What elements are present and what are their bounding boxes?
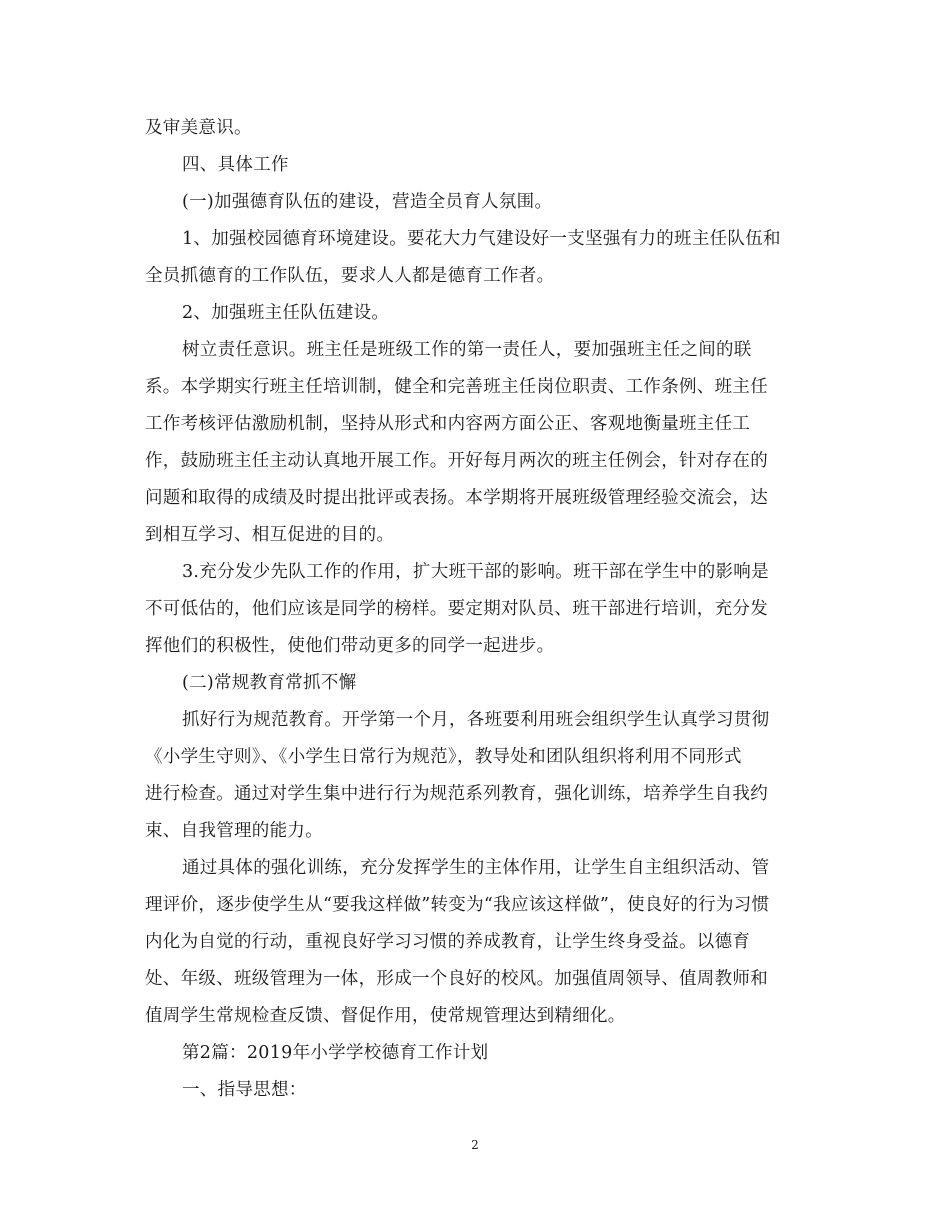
text-line: 束、自我管理的能力。 [145, 821, 323, 841]
text-line: 理评价，逐步使学生从“要我这样做”转变为“我应该这样做”，使良好的行为习惯 [145, 895, 770, 915]
text-line: 内化为自觉的行动，重视良好学习习惯的养成教育，让学生终身受益。以德育 [145, 932, 751, 952]
text-line: 2、加强班主任队伍建设。 [182, 303, 390, 323]
text-line: 《小学生守则》、《小学生日常行为规范》，教导处和团队组织将利用不同形式 [145, 747, 742, 767]
page-number: 2 [471, 1138, 479, 1152]
text-line: 处、年级、班级管理为一体，形成一个良好的校风。加强值周领导、值周教师和 [145, 969, 768, 989]
document-body [145, 110, 805, 1109]
text-line: 问题和取得的成绩及时提出批评或表扬。本学期将开展班级管理经验交流会，达 [145, 488, 768, 508]
text-line: (一)加强德育队伍的建设，营造全员育人氛围。 [182, 192, 553, 212]
text-line: (二)常规教育常抓不懈 [182, 673, 357, 693]
text-line: 抓好行为规范教育。开学第一个月，各班要利用班会组织学生认真学习贯彻 [182, 710, 770, 730]
text-line: 四、具体工作 [182, 155, 289, 175]
text-line: 及审美意识。 [145, 118, 252, 138]
text-line: 3.充分发少先队工作的作用，扩大班干部的影响。班干部在学生中的影响是 [182, 562, 769, 582]
text-line: 挥他们的积极性，使他们带动更多的同学一起进步。 [145, 636, 555, 656]
text-line: 工作考核评估激励机制，坚持从形式和内容两方面公正、客观地衡量班主任工 [145, 414, 751, 434]
text-line: 树立责任意识。班主任是班级工作的第一责任人，要加强班主任之间的联 [182, 340, 752, 360]
text-line: 全员抓德育的工作队伍，要求人人都是德育工作者。 [145, 266, 555, 286]
text-line: 不可低估的，他们应该是同学的榜样。要定期对队员、班干部进行培训，充分发 [145, 599, 768, 619]
text-line: 作，鼓励班主任主动认真地开展工作。开好每月两次的班主任例会，针对存在的 [145, 451, 768, 471]
text-line: 1、加强校园德育环境建设。要花大力气建设好一支坚强有力的班主任队伍和 [182, 229, 781, 249]
text-line: 第2篇：2019年小学学校德育工作计划 [182, 1043, 489, 1063]
text-line: 一、指导思想： [182, 1080, 307, 1100]
text-line: 通过具体的强化训练，充分发挥学生的主体作用，让学生自主组织活动、管 [182, 858, 770, 878]
text-line: 系。本学期实行班主任培训制，健全和完善班主任岗位职责、工作条例、班主任 [145, 377, 768, 397]
text-line: 进行检查。通过对学生集中进行行为规范系列教育，强化训练，培养学生自我约 [145, 784, 768, 804]
text-line: 到相互学习、相互促进的目的。 [145, 525, 395, 545]
text-line: 值周学生常规检查反馈、督促作用，使常规管理达到精细化。 [145, 1006, 626, 1026]
